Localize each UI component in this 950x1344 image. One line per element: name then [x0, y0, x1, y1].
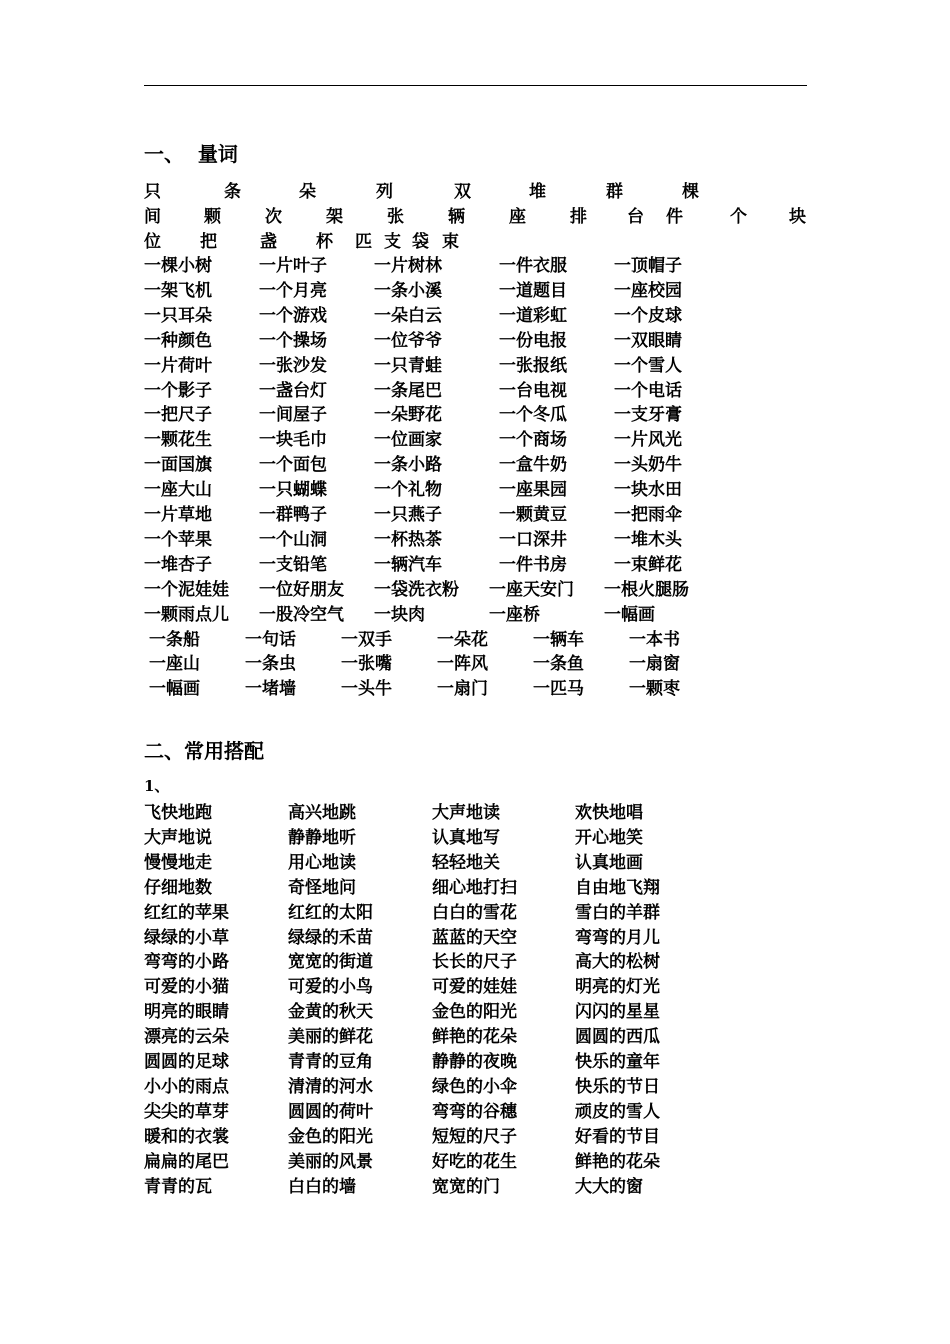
measure-phrase: 一架飞机 — [144, 280, 212, 301]
collocation-phrase: 漂亮的云朵 — [144, 1027, 229, 1048]
collocation-phrase: 快乐的节日 — [575, 1076, 660, 1097]
measure-phrase: 一件书房 — [499, 554, 567, 575]
measure-phrase: 一座天安门 — [489, 579, 574, 600]
measure-phrase: 一种颜色 — [144, 330, 212, 351]
measure-phrase: 一堆木头 — [614, 529, 682, 550]
measure-phrase: 一头牛 — [341, 679, 392, 700]
collocation-phrase: 高大的松树 — [575, 952, 660, 973]
measure-phrase: 一条鱼 — [533, 654, 584, 675]
measure-word: 束 — [442, 232, 459, 252]
measure-phrase: 一棵小树 — [144, 256, 212, 276]
collocation-phrase: 青青的豆角 — [288, 1052, 373, 1072]
collocation-phrase: 红红的太阳 — [288, 902, 373, 923]
measure-word: 袋 — [412, 232, 429, 252]
collocation-phrase: 好看的节目 — [575, 1126, 660, 1147]
measure-phrase: 一辆车 — [533, 629, 584, 650]
collocation-phrase: 鲜艳的花朵 — [575, 1151, 660, 1172]
collocation-phrase: 仔细地数 — [144, 877, 212, 898]
measure-word: 棵 — [682, 182, 699, 202]
collocation-phrase: 可爱的娃娃 — [432, 977, 517, 998]
measure-phrase: 一道题目 — [499, 280, 567, 301]
measure-phrase: 一根火腿肠 — [604, 579, 689, 600]
collocation-phrase: 顽皮的雪人 — [575, 1101, 660, 1122]
measure-phrase: 一个雪人 — [614, 355, 682, 376]
measure-phrase: 一朵花 — [437, 629, 488, 650]
measure-word: 匹 — [355, 232, 372, 252]
measure-phrase: 一袋洗衣粉 — [374, 579, 459, 600]
collocation-phrase: 圆圆的荷叶 — [288, 1101, 373, 1122]
measure-phrase: 一位画家 — [374, 430, 442, 451]
measure-phrase: 一位爷爷 — [374, 330, 442, 351]
measure-phrase: 一口深井 — [499, 529, 567, 550]
measure-word: 张 — [387, 207, 404, 227]
measure-phrase: 一个面包 — [259, 455, 327, 476]
collocation-phrase: 可爱的小鸟 — [288, 977, 373, 998]
section-title-collocations: 二、常用搭配 — [144, 739, 264, 763]
measure-phrase: 一只燕子 — [374, 505, 442, 525]
measure-phrase: 一片叶子 — [259, 256, 327, 276]
collocation-phrase: 短短的尺子 — [432, 1126, 517, 1147]
collocation-phrase: 绿色的小伞 — [432, 1076, 517, 1097]
measure-phrase: 一本书 — [629, 629, 680, 650]
measure-phrase: 一扇门 — [437, 679, 488, 700]
collocation-phrase: 自由地飞翔 — [575, 877, 660, 898]
measure-word: 排 — [570, 207, 587, 227]
collocation-phrase: 鲜艳的花朵 — [432, 1027, 517, 1048]
measure-phrase: 一只蝴蝶 — [259, 480, 327, 501]
measure-phrase: 一个冬瓜 — [499, 405, 567, 426]
collocation-phrase: 好吃的花生 — [432, 1151, 517, 1172]
measure-phrase: 一座山 — [149, 654, 200, 675]
measure-phrase: 一堵墙 — [245, 679, 296, 700]
measure-word: 双 — [454, 182, 471, 202]
measure-phrase: 一个游戏 — [259, 305, 327, 326]
collocation-phrase: 弯弯的谷穗 — [432, 1101, 517, 1122]
collocation-phrase: 细心地打扫 — [432, 877, 517, 898]
measure-phrase: 一个礼物 — [374, 480, 442, 501]
measure-phrase: 一张沙发 — [259, 355, 327, 376]
measure-phrase: 一颗黄豆 — [499, 505, 567, 525]
measure-phrase: 一块毛巾 — [259, 430, 327, 451]
measure-phrase: 一双眼睛 — [614, 330, 682, 351]
collocation-phrase: 弯弯的小路 — [144, 952, 229, 973]
measure-word: 位 — [144, 232, 161, 252]
measure-word: 次 — [265, 207, 282, 227]
collocation-phrase: 明亮的眼睛 — [144, 1002, 229, 1023]
measure-phrase: 一把尺子 — [144, 405, 212, 426]
measure-phrase: 一道彩虹 — [499, 305, 567, 326]
collocation-phrase: 大大的窗 — [575, 1176, 643, 1197]
collocation-phrase: 宽宽的门 — [432, 1176, 500, 1197]
collocation-phrase: 奇怪地问 — [288, 877, 356, 898]
collocation-phrase: 金色的阳光 — [288, 1126, 373, 1147]
collocation-phrase: 明亮的灯光 — [575, 977, 660, 998]
collocation-phrase: 绿绿的小草 — [144, 927, 229, 948]
measure-phrase: 一座校园 — [614, 280, 682, 301]
measure-phrase: 一朵白云 — [374, 305, 442, 326]
collocation-phrase: 雪白的羊群 — [575, 902, 660, 923]
measure-phrase: 一匹马 — [533, 679, 584, 700]
collocation-phrase: 金黄的秋天 — [288, 1002, 373, 1023]
collocation-phrase: 慢慢地走 — [144, 852, 212, 873]
collocation-phrase: 圆圆的足球 — [144, 1052, 229, 1072]
measure-phrase: 一句话 — [245, 629, 296, 650]
measure-word: 颗 — [204, 207, 221, 227]
measure-phrase: 一个苹果 — [144, 529, 212, 550]
measure-phrase: 一个商场 — [499, 430, 567, 451]
header-rule — [144, 85, 807, 86]
measure-phrase: 一座果园 — [499, 480, 567, 501]
measure-phrase: 一群鸭子 — [259, 505, 327, 525]
measure-phrase: 一顶帽子 — [614, 256, 682, 276]
measure-phrase: 一片风光 — [614, 430, 682, 451]
measure-phrase: 一只耳朵 — [144, 305, 212, 326]
collocation-phrase: 圆圆的西瓜 — [575, 1027, 660, 1048]
measure-phrase: 一座大山 — [144, 480, 212, 501]
collocation-phrase: 弯弯的月儿 — [575, 927, 660, 948]
collocation-phrase: 认真地写 — [432, 827, 500, 848]
collocation-phrase: 认真地画 — [575, 852, 643, 873]
measure-phrase: 一盏台灯 — [259, 380, 327, 401]
collocation-phrase: 大声地说 — [144, 827, 212, 848]
collocation-phrase: 白白的墙 — [288, 1176, 356, 1197]
measure-phrase: 一块水田 — [614, 480, 682, 501]
measure-phrase: 一盒牛奶 — [499, 455, 567, 476]
measure-phrase: 一阵风 — [437, 654, 488, 675]
collocation-phrase: 尖尖的草芽 — [144, 1101, 229, 1122]
collocation-phrase: 用心地读 — [288, 852, 356, 873]
measure-phrase: 一股冷空气 — [259, 604, 344, 625]
collocation-phrase: 红红的苹果 — [144, 902, 229, 923]
measure-word: 架 — [326, 207, 343, 227]
measure-phrase: 一堆杏子 — [144, 554, 212, 575]
measure-phrase: 一颗花生 — [144, 430, 212, 451]
measure-phrase: 一头奶牛 — [614, 455, 682, 476]
measure-phrase: 一座桥 — [489, 604, 540, 625]
measure-phrase: 一杯热茶 — [374, 529, 442, 550]
collocation-phrase: 大声地读 — [432, 803, 500, 823]
measure-word: 朵 — [299, 182, 316, 202]
measure-phrase: 一间屋子 — [259, 405, 327, 426]
measure-phrase: 一台电视 — [499, 380, 567, 401]
measure-phrase: 一条船 — [149, 629, 200, 650]
collocation-phrase: 飞快地跑 — [144, 803, 212, 823]
subsection-number: 1、 — [144, 777, 170, 795]
collocation-phrase: 绿绿的禾苗 — [288, 927, 373, 948]
measure-phrase: 一条虫 — [245, 654, 296, 675]
collocation-phrase: 高兴地跳 — [288, 803, 356, 823]
measure-word: 间 — [144, 207, 161, 227]
collocation-phrase: 静静的夜晚 — [432, 1052, 517, 1072]
measure-phrase: 一幅画 — [604, 604, 655, 625]
measure-word: 座 — [509, 207, 526, 227]
collocation-phrase: 蓝蓝的天空 — [432, 927, 517, 948]
measure-phrase: 一个电话 — [614, 380, 682, 401]
measure-phrase: 一朵野花 — [374, 405, 442, 426]
collocation-phrase: 小小的雨点 — [144, 1076, 229, 1097]
measure-phrase: 一面国旗 — [144, 455, 212, 476]
section-title-measure-words: 一、 量词 — [144, 142, 238, 166]
measure-phrase: 一片荷叶 — [144, 355, 212, 376]
measure-word: 盏 — [260, 232, 277, 252]
collocation-phrase: 闪闪的星星 — [575, 1002, 660, 1023]
collocation-phrase: 美丽的鲜花 — [288, 1027, 373, 1048]
measure-word: 只 — [144, 182, 161, 202]
collocation-phrase: 扁扁的尾巴 — [144, 1151, 229, 1172]
measure-phrase: 一束鲜花 — [614, 554, 682, 575]
measure-phrase: 一支铅笔 — [259, 554, 327, 575]
collocation-phrase: 清清的河水 — [288, 1076, 373, 1097]
collocation-phrase: 快乐的童年 — [575, 1052, 660, 1072]
measure-phrase: 一个月亮 — [259, 280, 327, 301]
collocation-phrase: 开心地笑 — [575, 827, 643, 848]
collocation-phrase: 青青的瓦 — [144, 1176, 212, 1197]
measure-phrase: 一片草地 — [144, 505, 212, 525]
measure-word: 个 — [730, 207, 747, 227]
measure-word: 台 — [627, 207, 644, 227]
collocation-phrase: 欢快地唱 — [575, 803, 643, 823]
measure-word: 列 — [376, 182, 393, 202]
measure-phrase: 一把雨伞 — [614, 505, 682, 525]
measure-phrase: 一张嘴 — [341, 654, 392, 675]
measure-phrase: 一块肉 — [374, 604, 425, 625]
measure-phrase: 一个泥娃娃 — [144, 579, 229, 600]
collocation-phrase: 轻轻地关 — [432, 852, 500, 873]
measure-phrase: 一位好朋友 — [259, 579, 344, 600]
measure-phrase: 一个影子 — [144, 380, 212, 401]
measure-phrase: 一片树林 — [374, 256, 442, 276]
measure-phrase: 一个皮球 — [614, 305, 682, 326]
collocation-phrase: 长长的尺子 — [432, 952, 517, 973]
measure-phrase: 一条尾巴 — [374, 380, 442, 401]
measure-phrase: 一双手 — [341, 629, 392, 650]
measure-phrase: 一颗枣 — [629, 679, 680, 700]
collocation-phrase: 静静地听 — [288, 827, 356, 848]
measure-phrase: 一只青蛙 — [374, 355, 442, 376]
measure-word: 辆 — [448, 207, 465, 227]
measure-word: 杯 — [316, 232, 333, 252]
collocation-phrase: 宽宽的街道 — [288, 952, 373, 973]
measure-phrase: 一条小路 — [374, 455, 442, 476]
measure-phrase: 一颗雨点儿 — [144, 604, 229, 625]
measure-word: 件 — [666, 207, 683, 227]
measure-phrase: 一条小溪 — [374, 280, 442, 301]
measure-phrase: 一幅画 — [149, 679, 200, 700]
collocation-phrase: 美丽的风景 — [288, 1151, 373, 1172]
measure-word: 群 — [606, 182, 623, 202]
collocation-phrase: 暖和的衣裳 — [144, 1126, 229, 1147]
measure-word: 条 — [224, 182, 241, 202]
measure-word: 堆 — [529, 182, 546, 202]
measure-phrase: 一个山洞 — [259, 529, 327, 550]
measure-phrase: 一扇窗 — [629, 654, 680, 675]
collocation-phrase: 白白的雪花 — [432, 902, 517, 923]
collocation-phrase: 金色的阳光 — [432, 1002, 517, 1023]
measure-phrase: 一支牙膏 — [614, 405, 682, 426]
collocation-phrase: 可爱的小猫 — [144, 977, 229, 998]
measure-phrase: 一辆汽车 — [374, 554, 442, 575]
measure-phrase: 一份电报 — [499, 330, 567, 351]
measure-phrase: 一张报纸 — [499, 355, 567, 376]
measure-word: 把 — [200, 232, 217, 252]
measure-word: 块 — [789, 207, 806, 227]
measure-phrase: 一个操场 — [259, 330, 327, 351]
measure-phrase: 一件衣服 — [499, 256, 567, 276]
measure-word: 支 — [384, 232, 401, 252]
